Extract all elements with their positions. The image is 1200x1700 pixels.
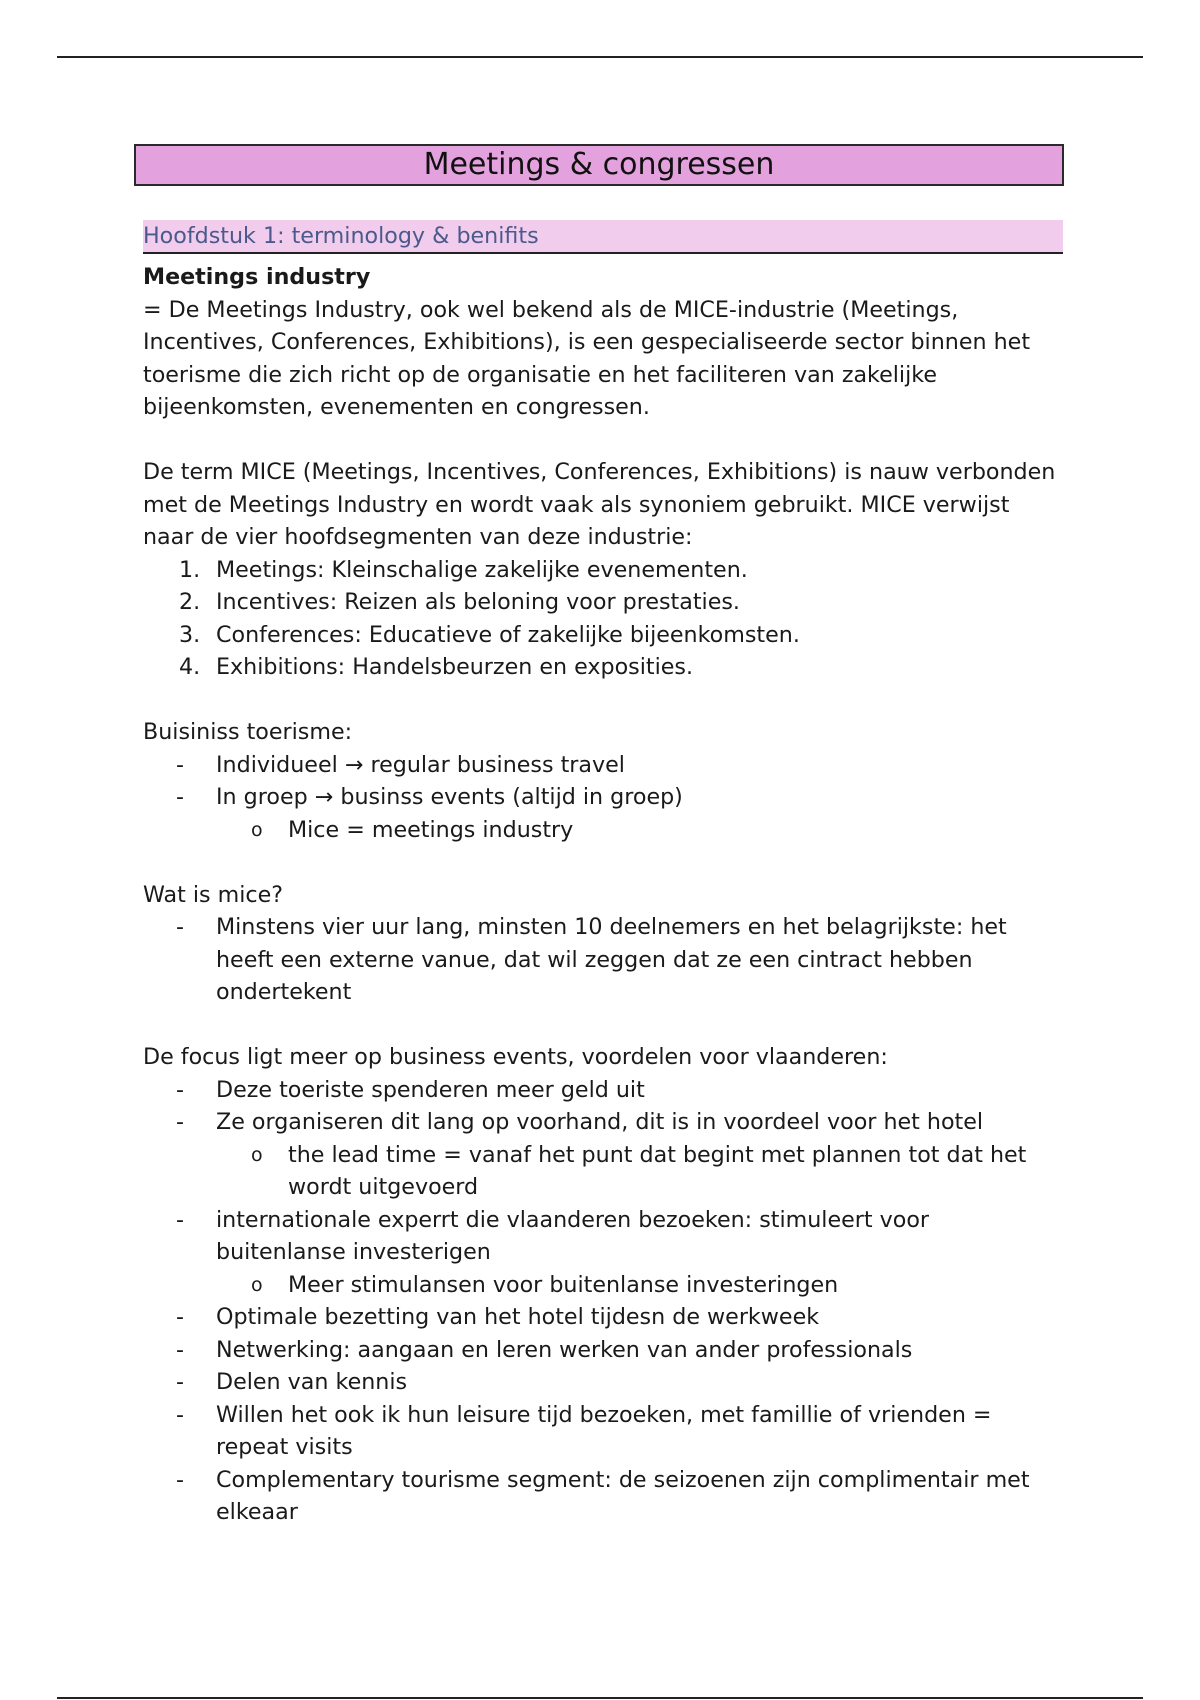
list-item-text: Mice = meetings industry bbox=[288, 816, 574, 843]
dash-bullet: - bbox=[176, 1401, 185, 1428]
list-item bbox=[143, 781, 1063, 814]
list-item-text: Meetings: Kleinschalige zakelijke evenementen. bbox=[216, 556, 748, 583]
list-item-text: Delen van kennis bbox=[216, 1369, 408, 1395]
spacer bbox=[143, 424, 1063, 457]
list-item-text: Conferences: Educatieve of zakelijke bijeenkomsten. bbox=[216, 621, 800, 648]
list-item bbox=[143, 1074, 1063, 1107]
sub-list-item bbox=[143, 1269, 1063, 1302]
list-item-text: Meer stimulansen voor buitenlanse investeringen bbox=[288, 1271, 839, 1298]
list-number: 2. bbox=[179, 589, 201, 615]
sub-list-item bbox=[143, 814, 1063, 847]
section-heading-business-tourism: Buisiniss toerisme: bbox=[143, 719, 353, 745]
sub-list-item bbox=[143, 1139, 1063, 1204]
list-number: 1. bbox=[179, 556, 201, 583]
list-item bbox=[143, 749, 1063, 782]
dash-bullet: - bbox=[176, 914, 185, 940]
section-heading-meetings-industry: Meetings industry bbox=[143, 264, 371, 290]
list-item bbox=[143, 1464, 1063, 1529]
dash-bullet: - bbox=[176, 751, 185, 778]
section-heading-what-is-mice: Wat is mice? bbox=[143, 881, 284, 908]
dash-bullet: - bbox=[176, 1304, 185, 1330]
list-item bbox=[143, 1399, 1063, 1464]
circle-bullet: o bbox=[251, 1273, 263, 1296]
benefits-list bbox=[143, 1074, 1063, 1529]
list-number: 4. bbox=[179, 654, 201, 680]
list-item-text: Deze toeriste spenderen meer geld uit bbox=[216, 1076, 645, 1103]
list-item-text: Willen het ook ik hun leisure tijd bezoeken, met famillie of vrienden = repeat visits bbox=[216, 1401, 992, 1460]
section-heading-focus: De focus ligt meer op business events, voordelen voor vlaanderen: bbox=[143, 1044, 888, 1070]
list-item-text: Exhibitions: Handelsbeurzen en exposities. bbox=[216, 654, 694, 680]
list-item bbox=[143, 1106, 1063, 1139]
list-item bbox=[143, 619, 1063, 652]
spacer bbox=[143, 684, 1063, 717]
dash-bullet: - bbox=[176, 1076, 185, 1103]
list-item-text: Ze organiseren dit lang op voorhand, dit is in voordeel voor het hotel bbox=[216, 1109, 984, 1135]
list-number: 3. bbox=[179, 621, 201, 648]
circle-bullet: o bbox=[251, 818, 263, 841]
list-item bbox=[143, 1301, 1063, 1334]
list-item-text: internationale experrt die vlaanderen bezoeken: stimuleert voor buitenlanse investerigen bbox=[216, 1206, 930, 1265]
list-item-text: Optimale bezetting van het hotel tijdesn de werkweek bbox=[216, 1304, 820, 1330]
list-item bbox=[143, 1204, 1063, 1269]
list-item-text: Minstens vier uur lang, minsten 10 deelnemers en het belagrijkste: het heeft een externe vanue, dat wil zeggen dat ze een cintract hebben ondertekent bbox=[216, 914, 1007, 1005]
dash-bullet: - bbox=[176, 1369, 185, 1395]
list-item bbox=[143, 1366, 1063, 1399]
list-item-text: Individueel → regular business travel bbox=[216, 751, 625, 778]
list-item-text: In groep → businss events (altijd in groep) bbox=[216, 784, 683, 810]
spacer bbox=[143, 1009, 1063, 1042]
business-tourism-list bbox=[143, 749, 1063, 847]
chapter-heading: Hoofdstuk 1: terminology & benifits bbox=[143, 220, 1063, 254]
dash-bullet: - bbox=[176, 1466, 185, 1493]
list-item bbox=[143, 911, 1063, 1009]
header-rule bbox=[57, 56, 1143, 58]
list-item bbox=[143, 651, 1063, 684]
list-item-text: Netwerking: aangaan en leren werken van ander professionals bbox=[216, 1336, 913, 1363]
definition-paragraph: = De Meetings Industry, ook wel bekend als de MICE-industrie (Meetings, Incentives, Conferences, Exhibitions), is een gespecialiseerde sector binnen het toerisme die zich richt op de organisatie en het faciliteren van zakelijke bijeenkomsten, evenementen en congressen. bbox=[143, 296, 1031, 420]
dash-bullet: - bbox=[176, 1206, 185, 1233]
list-item-text: the lead time = vanaf het punt dat begint met plannen tot dat het wordt uitgevoerd bbox=[288, 1141, 1027, 1200]
dash-bullet: - bbox=[176, 784, 185, 810]
dash-bullet: - bbox=[176, 1336, 185, 1363]
mice-paragraph: De term MICE (Meetings, Incentives, Conferences, Exhibitions) is nauw verbonden met de Meetings Industry en wordt vaak als synoniem gebruikt. MICE verwijst naar de vier hoofdsegmenten van deze industrie: bbox=[143, 459, 1056, 550]
document-body bbox=[143, 220, 1063, 1529]
footer-rule bbox=[57, 1697, 1143, 1699]
list-item bbox=[143, 554, 1063, 587]
list-item-text: Complementary tourisme segment: de seizoenen zijn complimentair met elkeaar bbox=[216, 1466, 1030, 1525]
document-title: Meetings & congressen bbox=[134, 144, 1064, 186]
mice-numbered-list bbox=[143, 554, 1063, 684]
list-item bbox=[143, 586, 1063, 619]
spacer bbox=[143, 846, 1063, 879]
what-is-mice-list bbox=[143, 911, 1063, 1009]
list-item-text: Incentives: Reizen als beloning voor prestaties. bbox=[216, 589, 740, 615]
circle-bullet: o bbox=[251, 1143, 263, 1166]
list-item bbox=[143, 1334, 1063, 1367]
dash-bullet: - bbox=[176, 1109, 185, 1135]
